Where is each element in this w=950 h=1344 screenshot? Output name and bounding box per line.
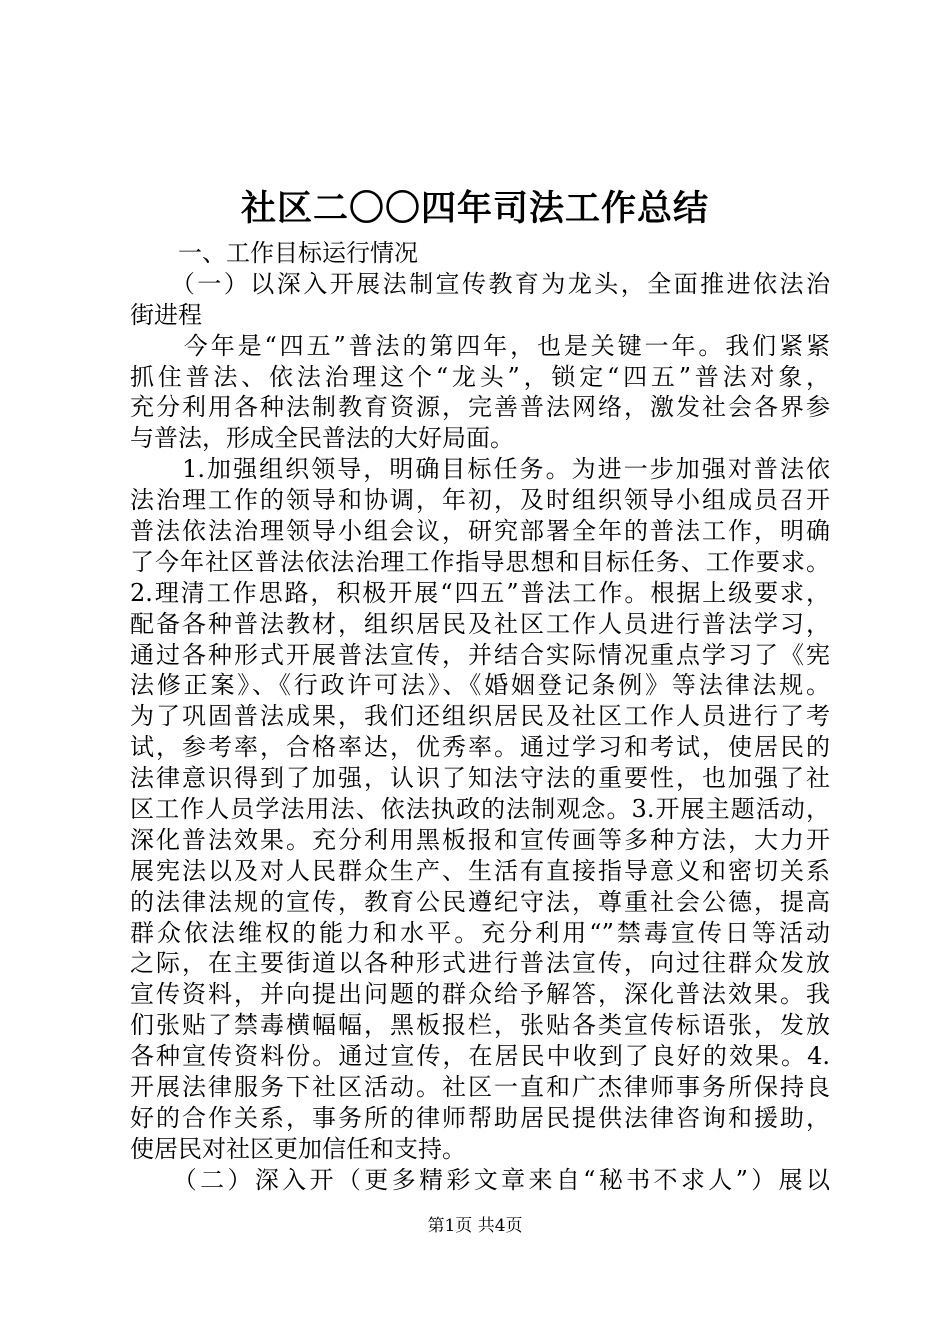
text-line: 2.理清工作思路，积极开展“四五”普法工作。根据上级要求， [130, 578, 830, 607]
text-line: 街进程 [130, 300, 202, 329]
text-line: 各种宣传资料份。通过宣传，在居民中收到了良好的效果。4. [130, 1042, 830, 1071]
text-line: （二）深入开（更多精彩文章来自“秘书不求人”）展以 [130, 1165, 830, 1194]
text-line: 试，参考率，合格率达，优秀率。通过学习和考试，使居民的 [130, 733, 830, 762]
page-footer: 第1页 共4页 [427, 1216, 523, 1236]
document-title: 社区二〇〇四年司法工作总结 [240, 188, 709, 229]
text-line: 群众依法维权的能力和水平。充分利用“”禁毒宣传日等活动 [130, 918, 830, 947]
text-line: 一、工作目标运行情况 [130, 239, 418, 267]
text-line: 使居民对社区更加信任和支持。 [130, 1134, 466, 1163]
text-line: 抓住普法、依法治理这个“龙头”，锁定“四五”普法对象， [130, 362, 830, 391]
text-line: 的法律法规的宣传，教育公民遵纪守法，尊重社会公德，提高 [130, 887, 830, 916]
text-line: 了今年社区普法依法治理工作指导思想和目标任务、工作要求。 [130, 547, 830, 576]
text-line: 法律意识得到了加强，认识了知法守法的重要性，也加强了社 [130, 764, 830, 793]
text-line: 宣传资料，并向提出问题的群众给予解答，深化普法效果。我 [130, 980, 830, 1009]
document-body [130, 238, 830, 1196]
text-line: 与普法，形成全民普法的大好局面。 [130, 424, 514, 453]
text-line: 普法依法治理领导小组会议，研究部署全年的普法工作，明确 [130, 517, 830, 546]
text-line: 好的合作关系，事务所的律师帮助居民提供法律咨询和援助， [130, 1103, 830, 1132]
text-line: 1.加强组织领导，明确目标任务。为进一步加强对普法依 [130, 455, 830, 484]
text-line: 充分利用各种法制教育资源，完善普法网络，激发社会各界参 [130, 393, 830, 422]
text-line: 通过各种形式开展普法宣传，并结合实际情况重点学习了《宪 [130, 640, 830, 669]
text-line: 法修正案》、《行政许可法》、《婚姻登记条例》等法律法规。 [130, 671, 830, 700]
text-line: 深化普法效果。充分利用黑板报和宣传画等多种方法，大力开 [130, 825, 830, 854]
text-line: （一）以深入开展法制宣传教育为龙头，全面推进依法治 [130, 269, 830, 298]
text-line: 为了巩固普法成果，我们还组织居民及社区工作人员进行了考 [130, 702, 830, 731]
text-line: 配备各种普法教材，组织居民及社区工作人员进行普法学习， [130, 609, 830, 638]
text-line: 开展法律服务下社区活动。社区一直和广杰律师事务所保持良 [130, 1073, 830, 1102]
text-line: 今年是“四五”普法的第四年，也是关键一年。我们紧紧 [130, 331, 830, 360]
text-line: 们张贴了禁毒横幅幅，黑板报栏，张贴各类宣传标语张，发放 [130, 1011, 830, 1040]
text-line: 之际，在主要街道以各种形式进行普法宣传，向过往群众发放 [130, 949, 830, 978]
text-line: 法治理工作的领导和协调，年初，及时组织领导小组成员召开 [130, 486, 830, 515]
text-line: 展宪法以及对人民群众生产、生活有直接指导意义和密切关系 [130, 856, 830, 885]
text-line: 区工作人员学法用法、依法执政的法制观念。3.开展主题活动， [130, 795, 830, 824]
